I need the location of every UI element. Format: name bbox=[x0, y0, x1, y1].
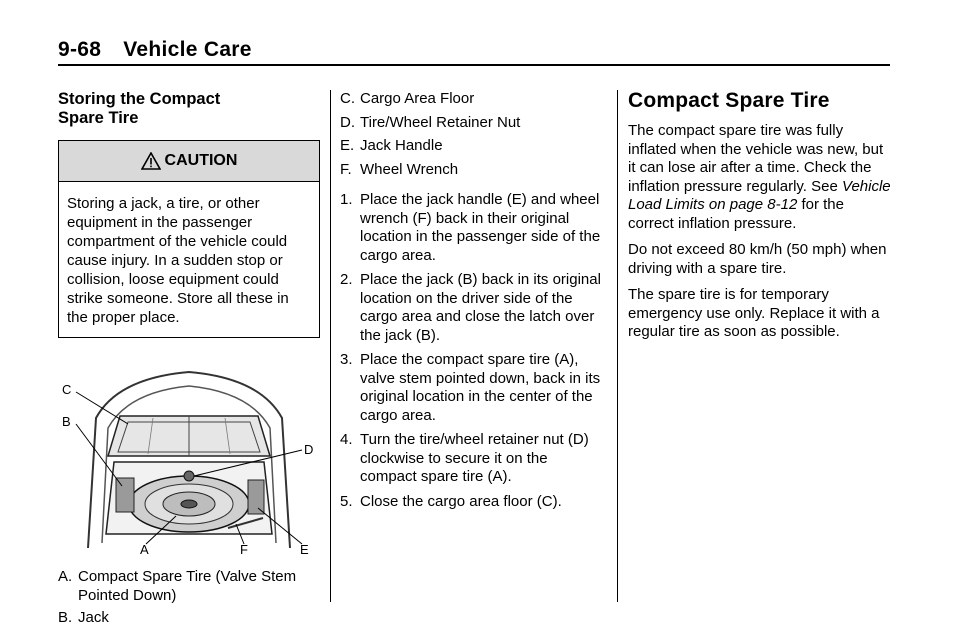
step-text: Close the cargo area floor (C). bbox=[360, 492, 562, 510]
figure-label-e: E bbox=[300, 542, 309, 554]
figure-label-d: D bbox=[304, 442, 314, 457]
step-text: Place the jack (B) back in its original location on the driver side of the cargo area and close the latch over the jack (B). bbox=[360, 271, 601, 344]
cargo-area-illustration bbox=[58, 358, 320, 554]
page-number: 9-68 bbox=[58, 38, 102, 61]
caption-text: Jack Handle bbox=[360, 137, 443, 154]
step-text: Place the jack handle (E) and wheel wrench (F) back in their original location in the passenger side of the cargo area. bbox=[360, 191, 601, 264]
caption-key: B. bbox=[58, 609, 73, 626]
step-number: 5. bbox=[340, 492, 353, 510]
caution-box bbox=[58, 140, 320, 338]
step-item bbox=[340, 191, 605, 265]
figure-label-f: F bbox=[240, 542, 248, 554]
cargo-area-figure bbox=[58, 358, 320, 554]
subheading-line-2: Spare Tire bbox=[58, 109, 139, 127]
caption-text: Compact Spare Tire (Valve Stem Pointed Down) bbox=[78, 568, 297, 604]
step-item bbox=[340, 493, 605, 512]
middle-column bbox=[340, 90, 605, 517]
figure-captions-left bbox=[58, 568, 320, 628]
header-rule bbox=[58, 64, 890, 66]
paragraph-text: The compact spare tire was fully inflated when the vehicle was new, but it can lose air after a time. Check the inflation pressure regularly. See bbox=[628, 122, 884, 195]
step-number: 3. bbox=[340, 351, 353, 368]
left-column bbox=[58, 90, 320, 632]
figure-label-b: B bbox=[62, 414, 71, 429]
section-title: Compact Spare Tire bbox=[628, 89, 830, 112]
caption-text: Jack bbox=[78, 609, 109, 626]
list-item bbox=[340, 161, 605, 180]
caption-key: F. bbox=[340, 160, 352, 178]
cross-reference-link[interactable]: Vehicle Load Limits on page 8-12 bbox=[628, 177, 891, 213]
caution-text: Storing a jack, a tire, or other equipment in the passenger compartment of the vehicle could cause injury. In a sudden stop or collision, loose equipment could strike someone. Store all these in the proper place. bbox=[67, 195, 289, 326]
warning-icon bbox=[141, 152, 161, 170]
step-number: 4. bbox=[340, 431, 353, 448]
step-item bbox=[340, 431, 605, 487]
step-number: 2. bbox=[340, 271, 353, 288]
list-item bbox=[340, 90, 605, 109]
list-item bbox=[58, 609, 320, 628]
caption-text: Tire/Wheel Retainer Nut bbox=[360, 113, 521, 131]
caption-text: Wheel Wrench bbox=[360, 160, 459, 178]
step-item bbox=[340, 271, 605, 345]
figure-captions-continued bbox=[340, 90, 605, 179]
figure-label-a: A bbox=[140, 542, 149, 554]
step-text: Turn the tire/wheel retainer nut (D) clockwise to secure it on the compact spare tire (A). bbox=[360, 431, 589, 485]
figure-label-c: C bbox=[62, 382, 72, 397]
caption-text: Cargo Area Floor bbox=[360, 90, 475, 107]
caption-key: D. bbox=[340, 113, 355, 131]
paragraph-inflation bbox=[628, 122, 893, 233]
page-header bbox=[58, 38, 252, 62]
list-item bbox=[58, 568, 320, 605]
step-text: Place the compact spare tire (A), valve stem pointed down, back in its original location in the center of the cargo area. bbox=[360, 351, 601, 424]
column-divider-1 bbox=[330, 90, 331, 602]
right-column bbox=[628, 90, 893, 350]
step-number: 1. bbox=[340, 191, 353, 208]
caution-title: CAUTION bbox=[164, 151, 238, 169]
subheading-line-1: Storing the Compact bbox=[58, 90, 221, 108]
chapter-title: Vehicle Care bbox=[123, 38, 252, 61]
paragraph-temporary: The spare tire is for temporary emergency use only. Replace it with a regular tire as soon as possible. bbox=[628, 286, 880, 340]
column-divider-2 bbox=[617, 90, 618, 602]
paragraph-text: for the correct inflation pressure. bbox=[628, 196, 844, 232]
caption-key: A. bbox=[58, 568, 73, 585]
step-item bbox=[340, 351, 605, 425]
procedure-steps bbox=[340, 191, 605, 511]
caption-key: E. bbox=[340, 137, 355, 154]
caption-key: C. bbox=[340, 90, 355, 107]
subheading bbox=[58, 90, 320, 128]
caution-header bbox=[59, 141, 319, 182]
list-item bbox=[340, 114, 605, 133]
list-item bbox=[340, 137, 605, 156]
paragraph-speed: Do not exceed 80 km/h (50 mph) when driving with a spare tire. bbox=[628, 241, 887, 277]
